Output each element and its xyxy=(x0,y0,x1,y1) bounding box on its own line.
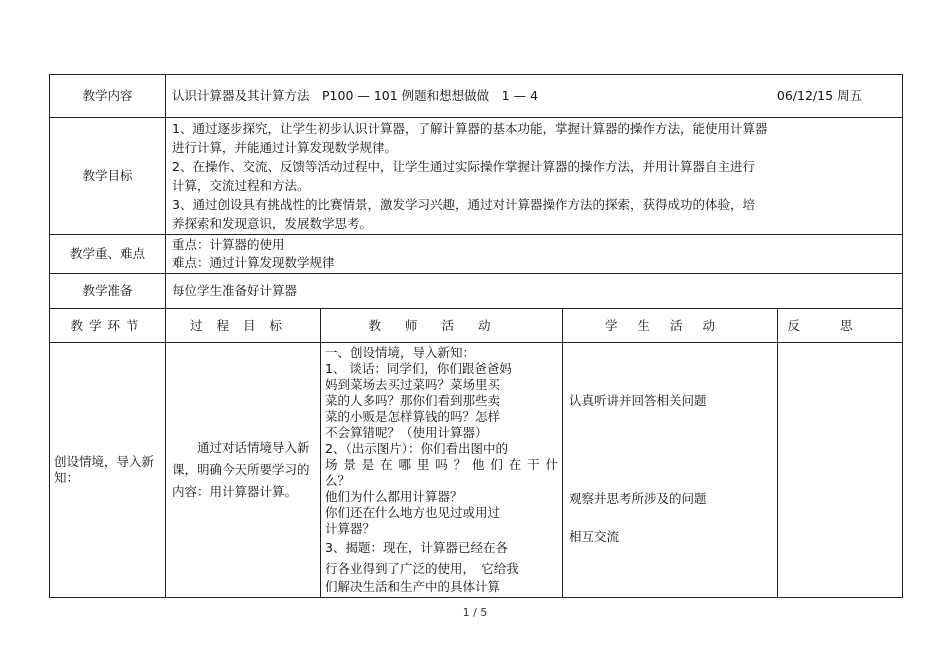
key-points-row xyxy=(50,235,903,274)
teacher-line: 计算器？ xyxy=(325,521,376,536)
student-activity-1: 认真听讲并回答相关问题 xyxy=(569,393,707,408)
teacher-line: 菜的人多吗？那你们看到那些卖 xyxy=(325,393,501,408)
prep-label: 教学准备 xyxy=(50,274,166,309)
col-teacher-header: 教师活动 xyxy=(321,309,563,343)
content-label: 教学内容 xyxy=(50,75,166,118)
student-activity-2: 观察并思考所涉及的问题 xyxy=(569,491,707,506)
content-cell xyxy=(166,75,903,118)
student-activity-3: 相互交流 xyxy=(569,529,620,544)
stage-process: 通过对话情境导入新课，明确今天所要学习的内容：用计算器计算。 xyxy=(172,440,310,499)
teacher-line: 们解决生活和生产中的具体计算 xyxy=(325,579,501,594)
key-points-label: 教学重、难点 xyxy=(50,235,166,274)
lesson-topic: 认识计算器及其计算方法 P100 — 101 例题和想想做做 1 — 4 xyxy=(172,88,539,103)
focus-text: 重点：计算器的使用 xyxy=(172,237,285,252)
col-process-header: 过程目标 xyxy=(166,309,321,343)
stage-process-cell xyxy=(166,343,321,598)
teacher-line: 3、揭题：现在，计算器已经在各 xyxy=(325,540,508,555)
teacher-line: 行各业得到了广泛的使用， 它给我 xyxy=(325,561,519,576)
goal-line: 1、通过逐步探究，让学生初步认识计算器，了解计算器的基本功能，掌握计算器的操作方法，能使用计算器 xyxy=(172,121,768,136)
prep-row xyxy=(50,274,903,309)
goal-line: 2、在操作、交流、反馈等活动过程中，让学生通过实际操作掌握计算器的操作方法，并用计算器自主进行 xyxy=(172,159,755,174)
goal-line: 3、通过创设具有挑战性的比赛情景，激发学习兴趣，通过对计算器操作方法的探索，获得成功的体验，培 xyxy=(172,197,755,212)
difficulty-text: 难点：通过计算发现数学规律 xyxy=(172,255,335,270)
stage-section: 创设情境，导入新知： xyxy=(50,343,166,598)
lesson-date: 06/12/15 周五 xyxy=(776,88,863,103)
reflection-cell xyxy=(778,343,903,598)
stage-row xyxy=(50,343,903,598)
teacher-activity-cell xyxy=(321,343,563,598)
col-section-header: 教学环节 xyxy=(50,309,166,343)
col-student-header: 学生活动 xyxy=(563,309,778,343)
content-row xyxy=(50,75,903,118)
teacher-line: 么？ xyxy=(325,473,351,488)
col-reflect-header: 反思 xyxy=(778,309,903,343)
teacher-line: 他们为什么都用计算器？ xyxy=(325,489,463,504)
teacher-line: 2、（出示图片）：你们看出图中的 xyxy=(325,441,508,456)
teacher-line: 场景是在哪里吗？他们在干什 xyxy=(325,457,558,472)
teacher-line: 你们还在什么地方也见过或用过 xyxy=(325,505,501,520)
teacher-line: 不会算错呢？（使用计算器） xyxy=(325,425,488,440)
goals-row xyxy=(50,118,903,235)
goal-line: 计算，交流过程和方法。 xyxy=(172,178,310,193)
goal-line: 养探索和发现意识，发展数学思考。 xyxy=(172,216,373,231)
lesson-plan-table xyxy=(49,74,903,598)
key-points-cell xyxy=(166,235,903,274)
goals-cell xyxy=(166,118,903,235)
teacher-line: 一、创设情境，导入新知： xyxy=(325,345,476,360)
teacher-line: 菜的小贩是怎样算钱的吗？怎样 xyxy=(325,409,501,424)
goal-line: 进行计算，并能通过计算发现数学规律。 xyxy=(172,140,398,155)
prep-text: 每位学生准备好计算器 xyxy=(166,274,903,309)
student-activity-cell xyxy=(563,343,778,598)
page-number: 1 / 5 xyxy=(462,606,488,619)
goals-label: 教学目标 xyxy=(50,118,166,235)
teacher-line: 1、 谈话：同学们，你们跟爸爸妈 xyxy=(325,361,512,376)
teacher-line: 妈到菜场去买过菜吗？菜场里买 xyxy=(325,377,501,392)
column-header-row xyxy=(50,309,903,343)
